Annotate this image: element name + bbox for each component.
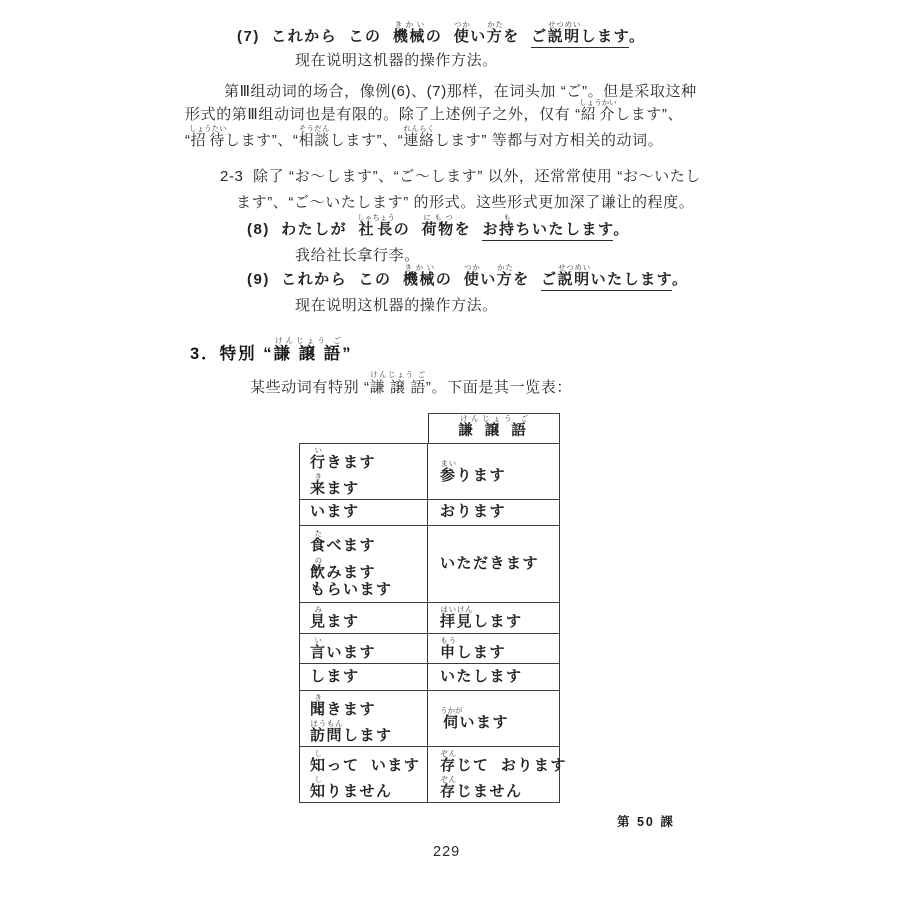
ruby-annotated-text: 知し [310, 749, 327, 774]
table-row [300, 602, 559, 633]
table-cell-left [300, 500, 428, 525]
paragraph-group3-line-3: “招待しょうたいします”、“相談そうだんします”、“連絡れんらくします” 等都与对方相关的动词。 [185, 124, 664, 149]
ruby-annotated-text: 行い [310, 446, 327, 471]
ruby-annotated-text: 拝見はいけん [440, 605, 474, 630]
kenjougo-table [299, 413, 567, 803]
table-cell-line: します [310, 667, 360, 685]
table-cell-line: 伺うかがいます [440, 705, 510, 731]
table-cell-line: いたします [440, 667, 523, 685]
table-cell-right [428, 691, 559, 746]
table-row [300, 444, 559, 499]
ruby-annotated-text: 社長しゃちょう [357, 213, 395, 238]
table-header-row [299, 413, 560, 443]
example-8-sentence: (8) わたしが 社長しゃちょうの 荷物にもつを お持もちいたします。 [247, 213, 630, 239]
ruby-annotated-text: 存ぞん [440, 749, 457, 774]
ruby-annotated-text: 知し [310, 774, 327, 800]
table-row [300, 746, 567, 802]
ruby-annotated-text: 見み [310, 605, 327, 630]
table-cell-right [428, 664, 559, 690]
table-header-kenjougo [428, 413, 560, 443]
table-cell-right [428, 747, 567, 802]
table-row [300, 525, 559, 602]
table-row [300, 663, 559, 690]
table-cell-right [428, 500, 559, 525]
table-row [300, 690, 559, 746]
ruby-annotated-text: 荷物にもつ [421, 213, 455, 238]
ruby-annotated-text: 説明せつめい [547, 20, 581, 45]
ruby-annotated-text: 食た [310, 529, 327, 555]
ruby-annotated-text: 機械きかい [402, 263, 436, 288]
table-cell-left [300, 691, 428, 746]
ruby-annotated-text: 聞き [310, 693, 327, 718]
table-cell-left [300, 444, 428, 499]
ruby-annotated-text: 訪問ほうもん [310, 718, 344, 744]
table-cell-line: 言いいます [310, 635, 377, 661]
lesson-label: 第 50 課 [617, 815, 675, 829]
section-2-3-line-1: 2-3 除了 “お～します”、“ご～します” 以外，还常常使用 “お～いたし [220, 168, 701, 185]
ruby-annotated-text: 紹介しょうかい [579, 98, 617, 123]
ruby-annotated-text: 来き [310, 471, 327, 497]
example-7-translation: 现在说明这机器的操作方法。 [295, 52, 498, 69]
table-cell-line: 飲のみます [310, 555, 377, 581]
table-cell-left [300, 747, 428, 802]
ruby-annotated-text: 持も [499, 213, 516, 238]
ruby-annotated-text: 使つか [453, 20, 471, 45]
ruby-annotated-text: 申もう [440, 635, 457, 661]
ruby-annotated-text: 方かた [486, 20, 504, 45]
underlined-phrase: ご説明せつめいします [531, 28, 629, 48]
table-cell-line: 知しりません [310, 774, 393, 800]
table-cell-line: 存ぞんじて おります [440, 749, 567, 774]
table-cell-left [300, 603, 428, 633]
ruby-annotated-text: 招待しょうたい [189, 124, 227, 149]
ruby-annotated-text: 説明せつめい [557, 263, 591, 288]
ruby-annotated-text: 謙 譲 語けんじょう ご [458, 414, 530, 439]
ruby-annotated-text: 存ぞん [440, 774, 457, 800]
ruby-annotated-text: 謙 譲 語けんじょう ご [369, 370, 426, 396]
table-cell-line: 知しって います [310, 749, 421, 774]
table-cell-line: 聞ききます [310, 693, 377, 718]
table-cell-line: います [310, 503, 360, 521]
table-row [300, 633, 559, 664]
ruby-annotated-text: 言い [310, 635, 327, 661]
table-cell-line: 訪問ほうもんします [310, 718, 393, 744]
section-3-heading: 3．特別 “謙 譲 語けんじょう ご” [190, 336, 353, 363]
paragraph-group3-line-2: 形式的第Ⅲ组动词也是有限的。除了上述例子之外，仅有 “紹介しょうかいします”、 [185, 98, 684, 123]
ruby-annotated-text: 方かた [496, 263, 514, 288]
section-3-intro: 某些动词有特别 “謙 譲 語けんじょう ご”。下面是其一览表： [250, 370, 572, 396]
table-cell-left [300, 526, 428, 602]
example-9-sentence: (9) これから この 機械きかいの 使つかい方かたを ご説明せつめいいたします。 [247, 263, 688, 289]
table-cell-line: 見みます [310, 605, 360, 630]
example-7-sentence: (7) これから この 機械きかいの 使つかい方かたを ご説明せつめいします。 [237, 20, 645, 46]
ruby-annotated-text: 相談そうだん [298, 124, 330, 149]
table-cell-line: 行いきます [310, 446, 377, 471]
table-cell-line: もらいます [310, 581, 393, 599]
table-cell-left [300, 634, 428, 664]
table-cell-line: 存ぞんじません [440, 774, 523, 800]
table-header-spacer [299, 413, 428, 443]
section-2-3-line-2: ます”、“ご～いたします” 的形式。这些形式更加深了谦让的程度。 [236, 194, 695, 211]
example-8-translation: 我给社长拿行李。 [295, 247, 420, 264]
table-cell-right [428, 603, 559, 633]
paragraph-group3-line-1: 第Ⅲ组动词的场合，像例(6)、(7)那样，在词头加 “ご”。但是采取这种 [224, 83, 697, 100]
table-cell-left [300, 664, 428, 690]
example-9-translation: 现在说明这机器的操作方法。 [295, 297, 498, 314]
table-cell-right [428, 634, 559, 664]
page-number: 229 [433, 844, 461, 860]
table-cell-line: 拝見はいけんします [440, 605, 523, 630]
table-body [299, 443, 567, 803]
ruby-annotated-text: 機械きかい [392, 20, 426, 45]
table-cell-right [428, 526, 559, 602]
table-cell-line: 申もうします [440, 635, 507, 661]
table-row [300, 499, 559, 525]
table-cell-line: 来きます [310, 471, 360, 497]
ruby-annotated-text: 飲の [310, 555, 327, 581]
ruby-annotated-text: 参まい [440, 458, 457, 484]
table-cell-right [428, 444, 559, 499]
table-cell-line: おります [440, 503, 507, 521]
underlined-phrase: ご説明せつめいいたします [541, 271, 672, 291]
table-cell-line: いただきます [440, 554, 540, 572]
ruby-annotated-text: 連絡れんらく [403, 124, 435, 149]
ruby-annotated-text: 伺うかが [440, 705, 463, 731]
table-cell-line: 食たべます [310, 529, 377, 555]
table-cell-line: 参まいります [440, 458, 507, 484]
ruby-annotated-text: 謙 譲 語けんじょう ご [273, 336, 343, 363]
ruby-annotated-text: 使つか [463, 263, 481, 288]
underlined-phrase: お持もちいたします [482, 221, 613, 241]
